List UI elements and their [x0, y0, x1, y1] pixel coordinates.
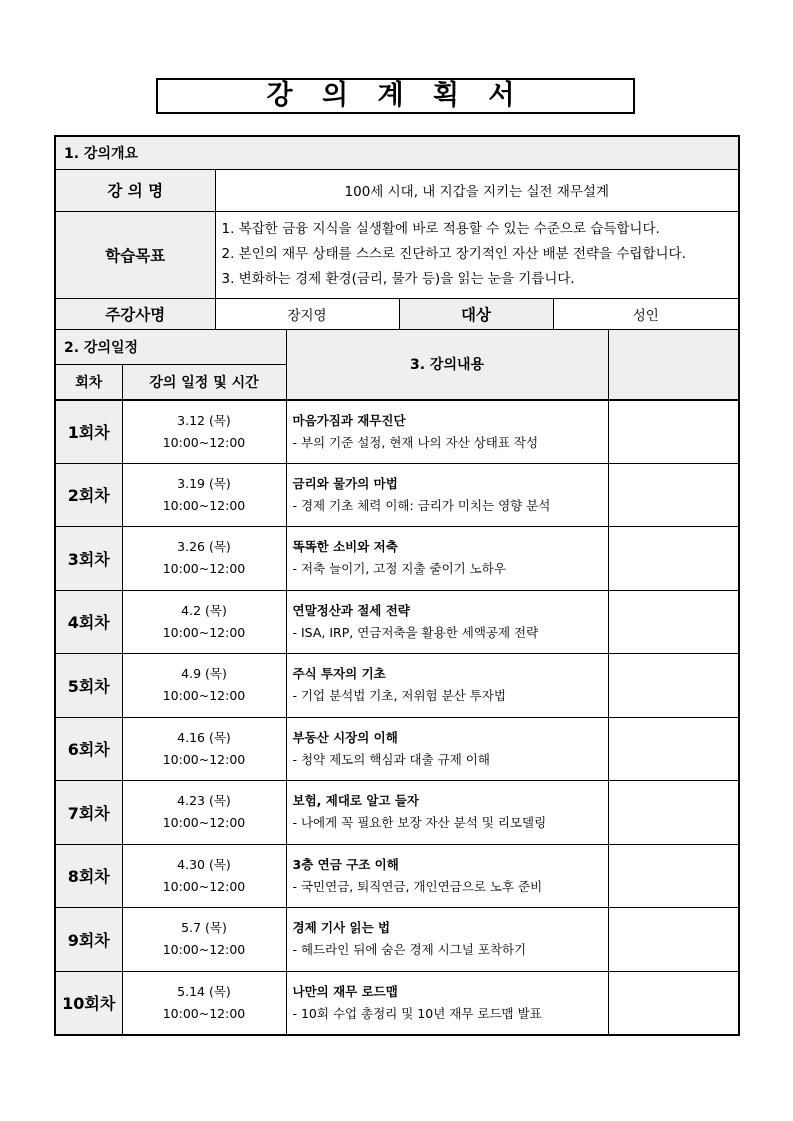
- schedule-table: [54, 329, 740, 1036]
- goal-item: 1. 복잡한 금융 지식을 실생활에 바로 적용할 수 있는 수준으로 습득합니다.: [221, 220, 660, 237]
- course-name-label: 강 의 명: [55, 169, 215, 211]
- session-desc: - 10회 수업 총정리 및 10년 재무 로드맵 발표: [292, 1005, 542, 1021]
- session-content: [286, 527, 608, 591]
- table-row: [55, 971, 739, 1035]
- session-datetime: [122, 781, 286, 845]
- course-name-value: 100세 시대, 내 지갑을 지키는 실전 재무설계: [215, 169, 739, 211]
- session-label: 6회차: [55, 717, 122, 781]
- session-title: 보험, 제대로 알고 들자: [292, 793, 419, 809]
- session-content: [286, 971, 608, 1035]
- session-desc: - 국민연금, 퇴직연금, 개인연금으로 노후 준비: [292, 878, 543, 894]
- session-desc: - 저축 늘이기, 고정 지출 줄이기 노하우: [292, 561, 506, 577]
- session-content: [286, 590, 608, 654]
- session-time: 10:00~12:00: [162, 1005, 246, 1021]
- session-label: 2회차: [55, 463, 122, 527]
- table-row: [55, 463, 739, 527]
- session-title: 3층 연금 구조 이해: [292, 856, 399, 872]
- session-time: 10:00~12:00: [162, 751, 246, 767]
- session-content: [286, 781, 608, 845]
- session-date: 4.30 (목): [177, 856, 231, 872]
- session-label: 4회차: [55, 590, 122, 654]
- session-content: [286, 654, 608, 718]
- session-time: 10:00~12:00: [162, 561, 246, 577]
- session-title: 똑똑한 소비와 저축: [292, 539, 398, 555]
- session-note-cell: [608, 527, 739, 591]
- target-value: 성인: [553, 298, 739, 330]
- session-note-cell: [608, 463, 739, 527]
- session-datetime: [122, 463, 286, 527]
- session-datetime: [122, 717, 286, 781]
- session-label: 1회차: [55, 400, 122, 464]
- session-label: 9회차: [55, 908, 122, 972]
- session-label: 8회차: [55, 844, 122, 908]
- session-date: 3.19 (목): [177, 475, 231, 491]
- session-content: [286, 463, 608, 527]
- target-label: 대상: [399, 298, 553, 330]
- goal-item: 3. 변화하는 경제 환경(금리, 물가 등)을 읽는 눈을 기릅니다.: [221, 271, 575, 288]
- session-datetime: [122, 400, 286, 464]
- session-desc: - 부의 기준 설정, 현재 나의 자산 상태표 작성: [292, 434, 539, 450]
- overview-table: [54, 135, 740, 331]
- session-datetime: [122, 908, 286, 972]
- session-desc: - 청약 제도의 핵심과 대출 규제 이해: [292, 751, 490, 767]
- session-desc: - 기업 분석법 기초, 저위험 분산 투자법: [292, 688, 506, 704]
- session-note-cell: [608, 654, 739, 718]
- session-label: 3회차: [55, 527, 122, 591]
- table-row: [55, 908, 739, 972]
- session-time: 10:00~12:00: [162, 942, 246, 958]
- session-desc: - 경제 기초 체력 이해: 금리가 미치는 영향 분석: [292, 497, 551, 513]
- schedule-section-label: 2. 강의일정: [55, 330, 286, 365]
- session-note-cell: [608, 781, 739, 845]
- session-label: 7회차: [55, 781, 122, 845]
- session-datetime: [122, 654, 286, 718]
- goal-item: 2. 본인의 재무 상태를 스스로 진단하고 장기적인 자산 배분 전략을 수립합니다.: [221, 245, 686, 262]
- session-title: 금리와 물가의 마법: [292, 475, 398, 491]
- overview-section-label: 1. 강의개요: [55, 136, 739, 169]
- extra-header-cell: [608, 330, 739, 400]
- session-datetime: [122, 590, 286, 654]
- session-content: [286, 908, 608, 972]
- session-title: 경제 기사 읽는 법: [292, 920, 391, 936]
- session-desc: - 나에게 꼭 필요한 보장 자산 분석 및 리모델링: [292, 815, 547, 831]
- session-note-cell: [608, 590, 739, 654]
- session-col-header: 회차: [55, 365, 122, 400]
- session-date: 4.9 (목): [181, 666, 227, 682]
- table-row: [55, 844, 739, 908]
- session-date: 4.2 (목): [181, 602, 227, 618]
- session-content: [286, 844, 608, 908]
- instructor-value: 장지영: [215, 298, 399, 330]
- goal-label: 학습목표: [55, 211, 215, 298]
- session-time: 10:00~12:00: [162, 878, 246, 894]
- session-note-cell: [608, 400, 739, 464]
- session-content: [286, 717, 608, 781]
- session-datetime: [122, 527, 286, 591]
- session-date: 3.12 (목): [177, 412, 231, 428]
- session-content: [286, 400, 608, 464]
- session-label: 5회차: [55, 654, 122, 718]
- table-row: [55, 717, 739, 781]
- datetime-col-header: 강의 일정 및 시간: [122, 365, 286, 400]
- table-row: [55, 590, 739, 654]
- session-datetime: [122, 971, 286, 1035]
- session-note-cell: [608, 908, 739, 972]
- session-time: 10:00~12:00: [162, 815, 246, 831]
- table-row: [55, 781, 739, 845]
- session-label: 10회차: [55, 971, 122, 1035]
- table-row: [55, 654, 739, 718]
- session-note-cell: [608, 717, 739, 781]
- session-date: 3.26 (목): [177, 539, 231, 555]
- session-date: 4.23 (목): [177, 793, 231, 809]
- session-title: 마음가짐과 재무진단: [292, 412, 406, 428]
- goal-list: [215, 211, 739, 298]
- session-title: 나만의 재무 로드맵: [292, 983, 398, 999]
- session-time: 10:00~12:00: [162, 688, 246, 704]
- table-row: [55, 400, 739, 464]
- document-title: 강 의 계 획 서: [156, 78, 635, 114]
- table-row: [55, 527, 739, 591]
- session-time: 10:00~12:00: [162, 497, 246, 513]
- session-date: 5.7 (목): [181, 920, 227, 936]
- session-desc: - ISA, IRP, 연금저축을 활용한 세액공제 전략: [292, 624, 539, 640]
- instructor-label: 주강사명: [55, 298, 215, 330]
- session-time: 10:00~12:00: [162, 434, 246, 450]
- session-datetime: [122, 844, 286, 908]
- session-date: 5.14 (목): [177, 983, 231, 999]
- session-note-cell: [608, 844, 739, 908]
- session-note-cell: [608, 971, 739, 1035]
- session-desc: - 헤드라인 뒤에 숨은 경제 시그널 포착하기: [292, 942, 527, 958]
- content-section-label: 3. 강의내용: [286, 330, 608, 400]
- session-title: 연말정산과 절세 전략: [292, 602, 410, 618]
- session-time: 10:00~12:00: [162, 624, 246, 640]
- session-title: 부동산 시장의 이해: [292, 729, 398, 745]
- session-title: 주식 투자의 기초: [292, 666, 386, 682]
- session-date: 4.16 (목): [177, 729, 231, 745]
